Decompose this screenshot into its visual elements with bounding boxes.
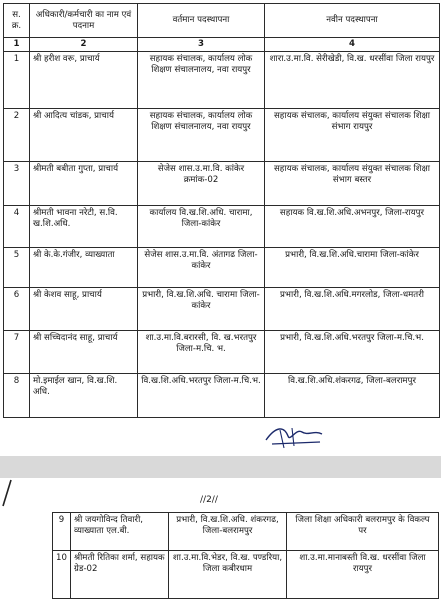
serial-cell: 4 — [4, 206, 30, 248]
new-posting-cell: शारा.उ.मा.वि. सेरीखेडी, वि.ख. धरसींवा जिला रायपुर — [265, 52, 440, 109]
transfer-table — [3, 3, 440, 418]
table-row — [4, 374, 440, 418]
serial-cell: 2 — [4, 109, 30, 162]
page-number: //2// — [200, 495, 218, 505]
current-posting-cell: सेजेस शास.उ.मा.वि. अंतागढ जिला-कांकेर — [138, 248, 265, 288]
page-gap — [0, 456, 441, 478]
new-posting-cell: सहायक संचालक, कार्यालय संयुक्त संचालक शिक्षा संभाग बस्तर — [265, 162, 440, 206]
name-cell: श्री हरीश वरू, प्राचार्य — [30, 52, 138, 109]
serial-cell: 3 — [4, 162, 30, 206]
serial-cell: 6 — [4, 288, 30, 331]
column-number: 4 — [265, 38, 440, 52]
serial-cell: 10 — [53, 551, 71, 599]
transfer-table-continued — [52, 512, 439, 599]
name-cell: श्रीमती रितिका शर्मा, सहायक ग्रेड-02 — [71, 551, 169, 599]
new-posting-cell: प्रभारी, वि.ख.शि.अधि.भरतपुर जिला-म.चि.भ. — [265, 331, 440, 374]
serial-cell: 5 — [4, 248, 30, 288]
serial-cell: 8 — [4, 374, 30, 418]
current-posting-cell: प्रभारी, वि.ख.शि.अधि. शंकरगढ, जिला-बलरामपुर — [169, 513, 287, 551]
current-posting-cell: सेजेस शास.उ.मा.वि. कांकेर क्रमांक-02 — [138, 162, 265, 206]
current-posting-cell: वि.ख.शि.अधि.भरतपुर जिला-म.चि.भ. — [138, 374, 265, 418]
new-posting-cell: प्रभारी, वि.ख.शि.अधि.मगरलोड, जिला-धमतरी — [265, 288, 440, 331]
serial-cell: 1 — [4, 52, 30, 109]
new-posting-cell: सहायक वि.ख.शि.अधि.अभनपुर, जिला-रायपुर — [265, 206, 440, 248]
document-page-2 — [0, 478, 441, 605]
table-row — [4, 288, 440, 331]
current-posting-cell: कार्यालय वि.ख.शि.अधि. चारामा, जिला-कांकेर — [138, 206, 265, 248]
name-cell: श्री के.के.गंजीर, व्याख्याता — [30, 248, 138, 288]
table-header-row — [4, 4, 440, 38]
header-current-posting: वर्तमान पदस्थापना — [138, 4, 265, 38]
name-cell: श्रीमती बबीता गुप्ता, प्राचार्य — [30, 162, 138, 206]
table-row — [53, 513, 439, 551]
serial-cell: 7 — [4, 331, 30, 374]
column-number: 3 — [138, 38, 265, 52]
table-row — [4, 162, 440, 206]
new-posting-cell: वि.ख.शि.अधि.शंकरगढ, जिला-बलरामपुर — [265, 374, 440, 418]
name-cell: श्री आदित्य चांडक, प्राचार्य — [30, 109, 138, 162]
header-new-posting: नवीन पदस्थापना — [265, 4, 440, 38]
new-posting-cell: जिला शिक्षा अधिकारी बलरामपुर के विकल्प पर — [287, 513, 439, 551]
current-posting-cell: शा.उ.मा.वि.बरारसी, वि. ख.भरतपुर जिला-म.चि. भ. — [138, 331, 265, 374]
table-row — [4, 109, 440, 162]
table-row — [53, 551, 439, 599]
name-cell: मो.इमाईल खान, वि.ख.शि. अधि. — [30, 374, 138, 418]
serial-cell: 9 — [53, 513, 71, 551]
table-row — [4, 248, 440, 288]
current-posting-cell: सहायक संचालक, कार्यालय लोक शिक्षण संचालनालय, नवा रायपुर — [138, 52, 265, 109]
header-serial: स. क्र. — [4, 4, 30, 38]
pen-mark — [0, 478, 14, 508]
name-cell: श्रीमती भावना नरेटी, स.वि. ख.शि.अधि. — [30, 206, 138, 248]
column-number: 1 — [4, 38, 30, 52]
column-number: 2 — [30, 38, 138, 52]
current-posting-cell: सहायक संचालक, कार्यालय लोक शिक्षण संचालनालय, नवा रायपुर — [138, 109, 265, 162]
current-posting-cell: शा.उ.मा.वि.भेडर, वि.ख. पण्डरिया, जिला कबीरधाम — [169, 551, 287, 599]
table-row — [4, 331, 440, 374]
table-row — [4, 206, 440, 248]
name-cell: श्री जयगोविन्द तिवारी, व्याख्याता एल.बी. — [71, 513, 169, 551]
header-name: अधिकारी/कर्मचारी का नाम एवं पदनाम — [30, 4, 138, 38]
new-posting-cell: सहायक संचालक, कार्यालय संयुक्त संचालक शिक्षा संभाग रायपुर — [265, 109, 440, 162]
column-number-row — [4, 38, 440, 52]
name-cell: श्री सच्चिदानंद साहू, प्राचार्य — [30, 331, 138, 374]
new-posting-cell: प्रभारी, वि.ख.शि.अधि.चारामा जिला-कांकेर — [265, 248, 440, 288]
new-posting-cell: शा.उ.मा.मानाबस्ती वि.ख. धरसींवा जिला रायपुर — [287, 551, 439, 599]
name-cell: श्री केशव साहू, प्राचार्य — [30, 288, 138, 331]
current-posting-cell: प्रभारी, वि.ख.शि.अधि. चारामा जिला-कांकेर — [138, 288, 265, 331]
table-row — [4, 52, 440, 109]
signature — [262, 418, 326, 452]
